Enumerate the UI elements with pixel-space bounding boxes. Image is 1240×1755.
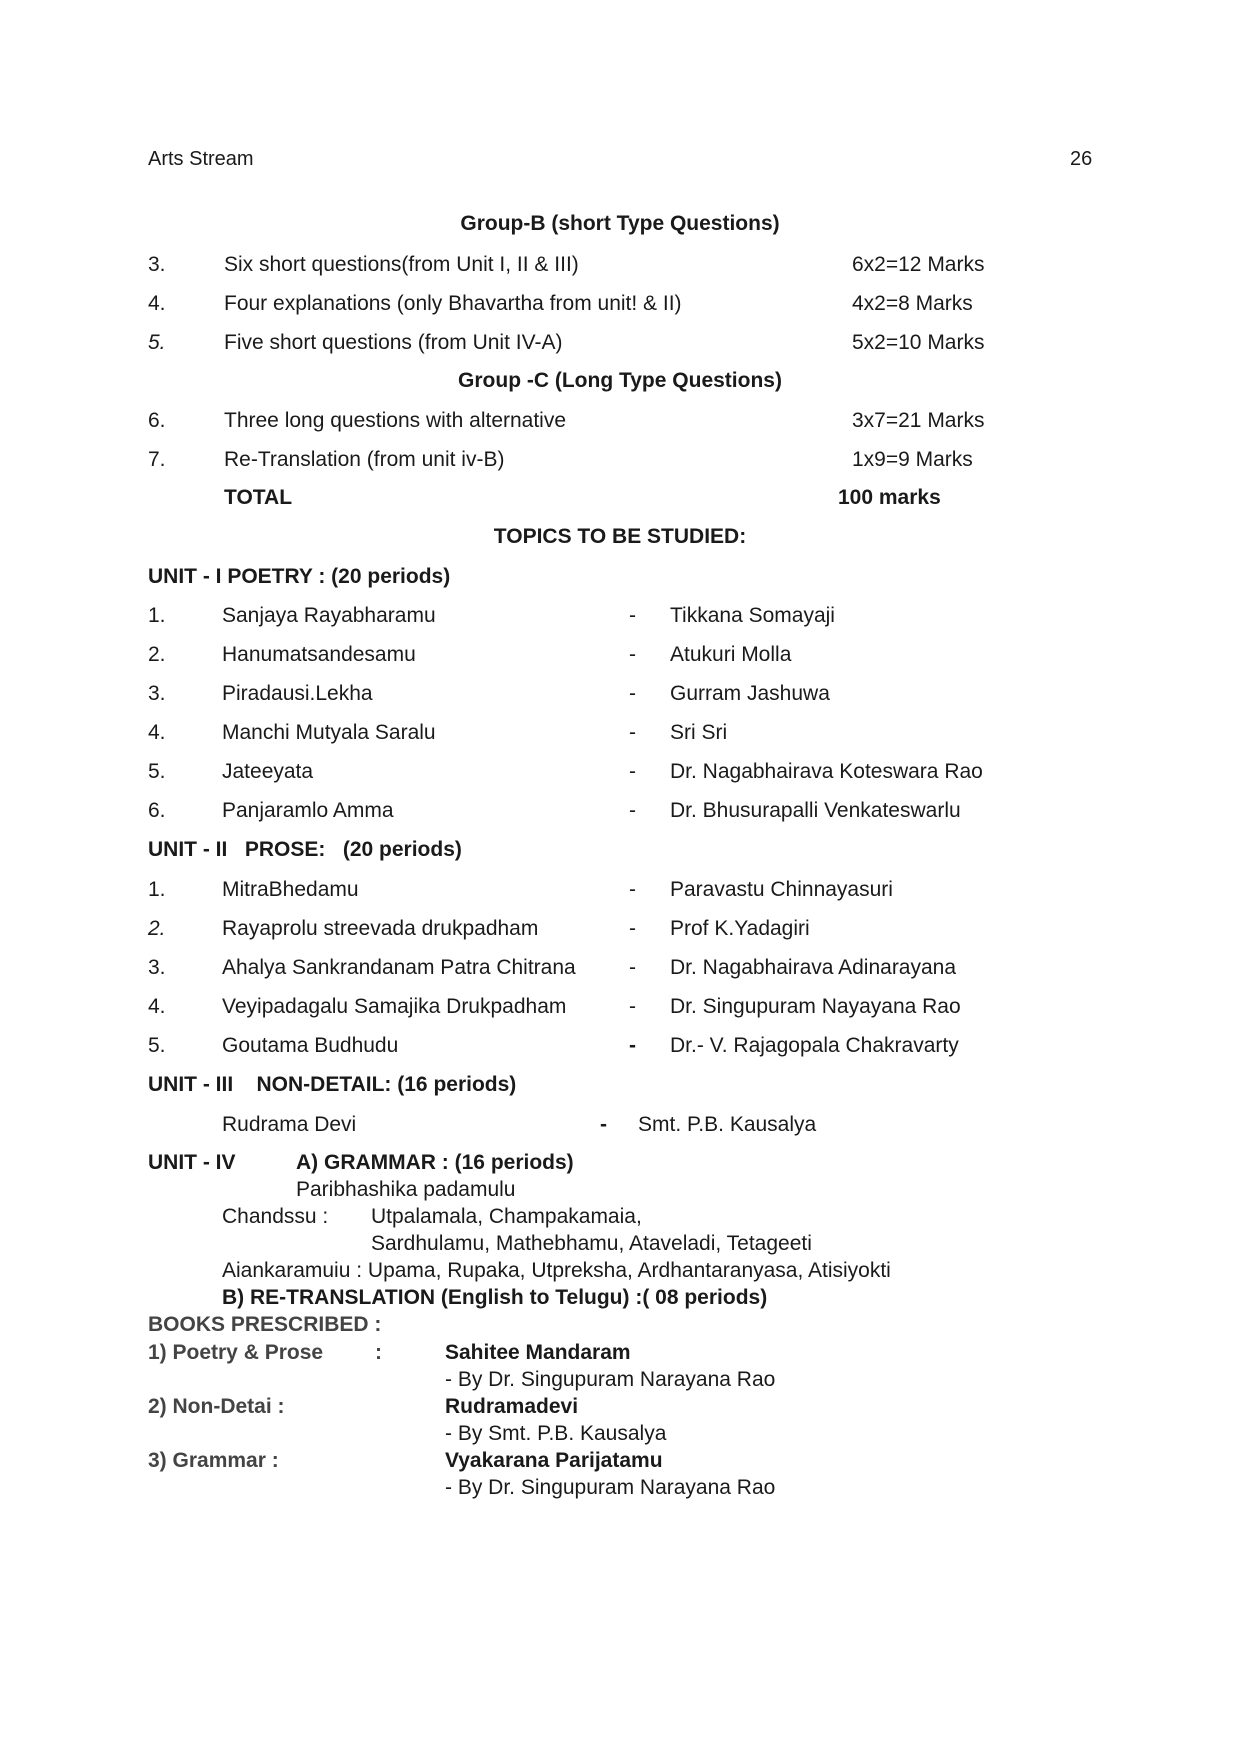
question-text: Six short questions(from Unit I, II & III)	[224, 253, 579, 276]
unit-3-author: Smt. P.B. Kausalya	[638, 1113, 817, 1136]
item-dash: -	[629, 799, 636, 822]
page-number: 26	[1070, 148, 1093, 170]
marks: 6x2=12 Marks	[852, 253, 985, 276]
item-title: Veyipadagalu Samajika Drukpadham	[222, 995, 567, 1018]
unit-2-heading: UNIT - II PROSE: (20 periods)	[148, 838, 462, 861]
row-number: 5.	[148, 331, 166, 354]
question-text: Re-Translation (from unit iv-B)	[224, 448, 505, 471]
item-dash: -	[629, 995, 636, 1018]
chandssu-label: Chandssu :	[222, 1205, 329, 1228]
book-label: 2) Non-Detai :	[148, 1395, 285, 1418]
book-author: - By Smt. P.B. Kausalya	[445, 1422, 667, 1445]
marks: 1x9=9 Marks	[852, 448, 973, 471]
item-number: 3.	[148, 682, 166, 705]
item-number: 4.	[148, 721, 166, 744]
item-dash: -	[629, 682, 636, 705]
item-author: Dr. Bhusurapalli Venkateswarlu	[670, 799, 961, 822]
item-title: Sanjaya Rayabharamu	[222, 604, 436, 627]
item-author: Dr.- V. Rajagopala Chakravarty	[670, 1034, 959, 1057]
item-title: Piradausi.Lekha	[222, 682, 373, 705]
unit-1-heading: UNIT - I POETRY : (20 periods)	[148, 565, 451, 588]
book-title: Sahitee Mandaram	[445, 1341, 631, 1364]
grammar-heading: A) GRAMMAR : (16 periods)	[296, 1151, 574, 1174]
unit-3-dash: -	[600, 1113, 607, 1136]
item-title: Hanumatsandesamu	[222, 643, 416, 666]
row-number: 7.	[148, 448, 166, 471]
item-author: Dr. Nagabhairava Koteswara Rao	[670, 760, 983, 783]
paribhashika: Paribhashika padamulu	[296, 1178, 516, 1201]
unit-3-title: Rudrama Devi	[222, 1113, 357, 1136]
item-dash: -	[629, 760, 636, 783]
item-title: Ahalya Sankrandanam Patra Chitrana	[222, 956, 576, 979]
item-dash: -	[629, 917, 636, 940]
unit-3-heading: UNIT - III NON-DETAIL: (16 periods)	[148, 1073, 517, 1096]
item-title: Manchi Mutyala Saralu	[222, 721, 436, 744]
retranslation-heading: B) RE-TRANSLATION (English to Telugu) :( 08 periods)	[222, 1286, 768, 1309]
item-dash: -	[629, 721, 636, 744]
item-dash: -	[629, 956, 636, 979]
item-title: MitraBhedamu	[222, 878, 359, 901]
item-author: Gurram Jashuwa	[670, 682, 830, 705]
book-title: Rudramadevi	[445, 1395, 579, 1418]
book-author: - By Dr. Singupuram Narayana Rao	[445, 1476, 776, 1499]
item-title: Jateeyata	[222, 760, 314, 783]
marks: 4x2=8 Marks	[852, 292, 973, 315]
item-title: Panjaramlo Amma	[222, 799, 394, 822]
item-title: Goutama Budhudu	[222, 1034, 399, 1057]
marks: 3x7=21 Marks	[852, 409, 985, 432]
item-author: Paravastu Chinnayasuri	[670, 878, 893, 901]
item-dash: -	[629, 878, 636, 901]
item-number: 5.	[148, 1034, 166, 1057]
question-text: Five short questions (from Unit IV-A)	[224, 331, 563, 354]
item-title: Rayaprolu streevada drukpadham	[222, 917, 539, 940]
alankaram-line: Aiankaramuiu : Upama, Rupaka, Utpreksha, Ardhantaranyasa, Atisiyokti	[222, 1259, 891, 1282]
item-number: 3.	[148, 956, 166, 979]
book-title: Vyakarana Parijatamu	[445, 1449, 663, 1472]
item-author: Prof K.Yadagiri	[670, 917, 810, 940]
item-number: 6.	[148, 799, 166, 822]
item-number: 1.	[148, 878, 166, 901]
item-dash: -	[629, 1034, 636, 1057]
item-author: Dr. Singupuram Nayayana Rao	[670, 995, 961, 1018]
chandssu-line-1: Utpalamala, Champakamaia,	[371, 1205, 642, 1228]
group-b-title: Group-B (short Type Questions)	[460, 212, 780, 235]
running-header: Arts Stream	[148, 148, 254, 170]
total-label: TOTAL	[224, 486, 293, 509]
item-number: 1.	[148, 604, 166, 627]
unit-4-label: UNIT - IV	[148, 1151, 236, 1174]
item-author: Atukuri Molla	[670, 643, 792, 666]
question-text: Four explanations (only Bhavartha from unit! & II)	[224, 292, 682, 315]
item-author: Dr. Nagabhairava Adinarayana	[670, 956, 957, 979]
book-author: - By Dr. Singupuram Narayana Rao	[445, 1368, 776, 1391]
item-number: 4.	[148, 995, 166, 1018]
book-colon: :	[375, 1341, 382, 1364]
book-label: 3) Grammar :	[148, 1449, 279, 1472]
marks: 5x2=10 Marks	[852, 331, 985, 354]
item-number: 2.	[148, 917, 166, 940]
item-dash: -	[629, 604, 636, 627]
item-author: Sri Sri	[670, 721, 728, 744]
topics-title: TOPICS TO BE STUDIED:	[493, 525, 747, 548]
book-label: 1) Poetry & Prose	[148, 1341, 324, 1364]
item-number: 5.	[148, 760, 166, 783]
item-dash: -	[629, 643, 636, 666]
item-author: Tikkana Somayaji	[670, 604, 835, 627]
books-heading: BOOKS PRESCRIBED :	[148, 1313, 382, 1336]
question-text: Three long questions with alternative	[224, 409, 567, 432]
row-number: 4.	[148, 292, 166, 315]
group-c-title: Group -C (Long Type Questions)	[458, 369, 782, 392]
total-value: 100 marks	[838, 486, 941, 509]
row-number: 6.	[148, 409, 166, 432]
item-number: 2.	[148, 643, 166, 666]
row-number: 3.	[148, 253, 166, 276]
chandssu-line-2: Sardhulamu, Mathebhamu, Ataveladi, Tetageeti	[371, 1232, 812, 1255]
